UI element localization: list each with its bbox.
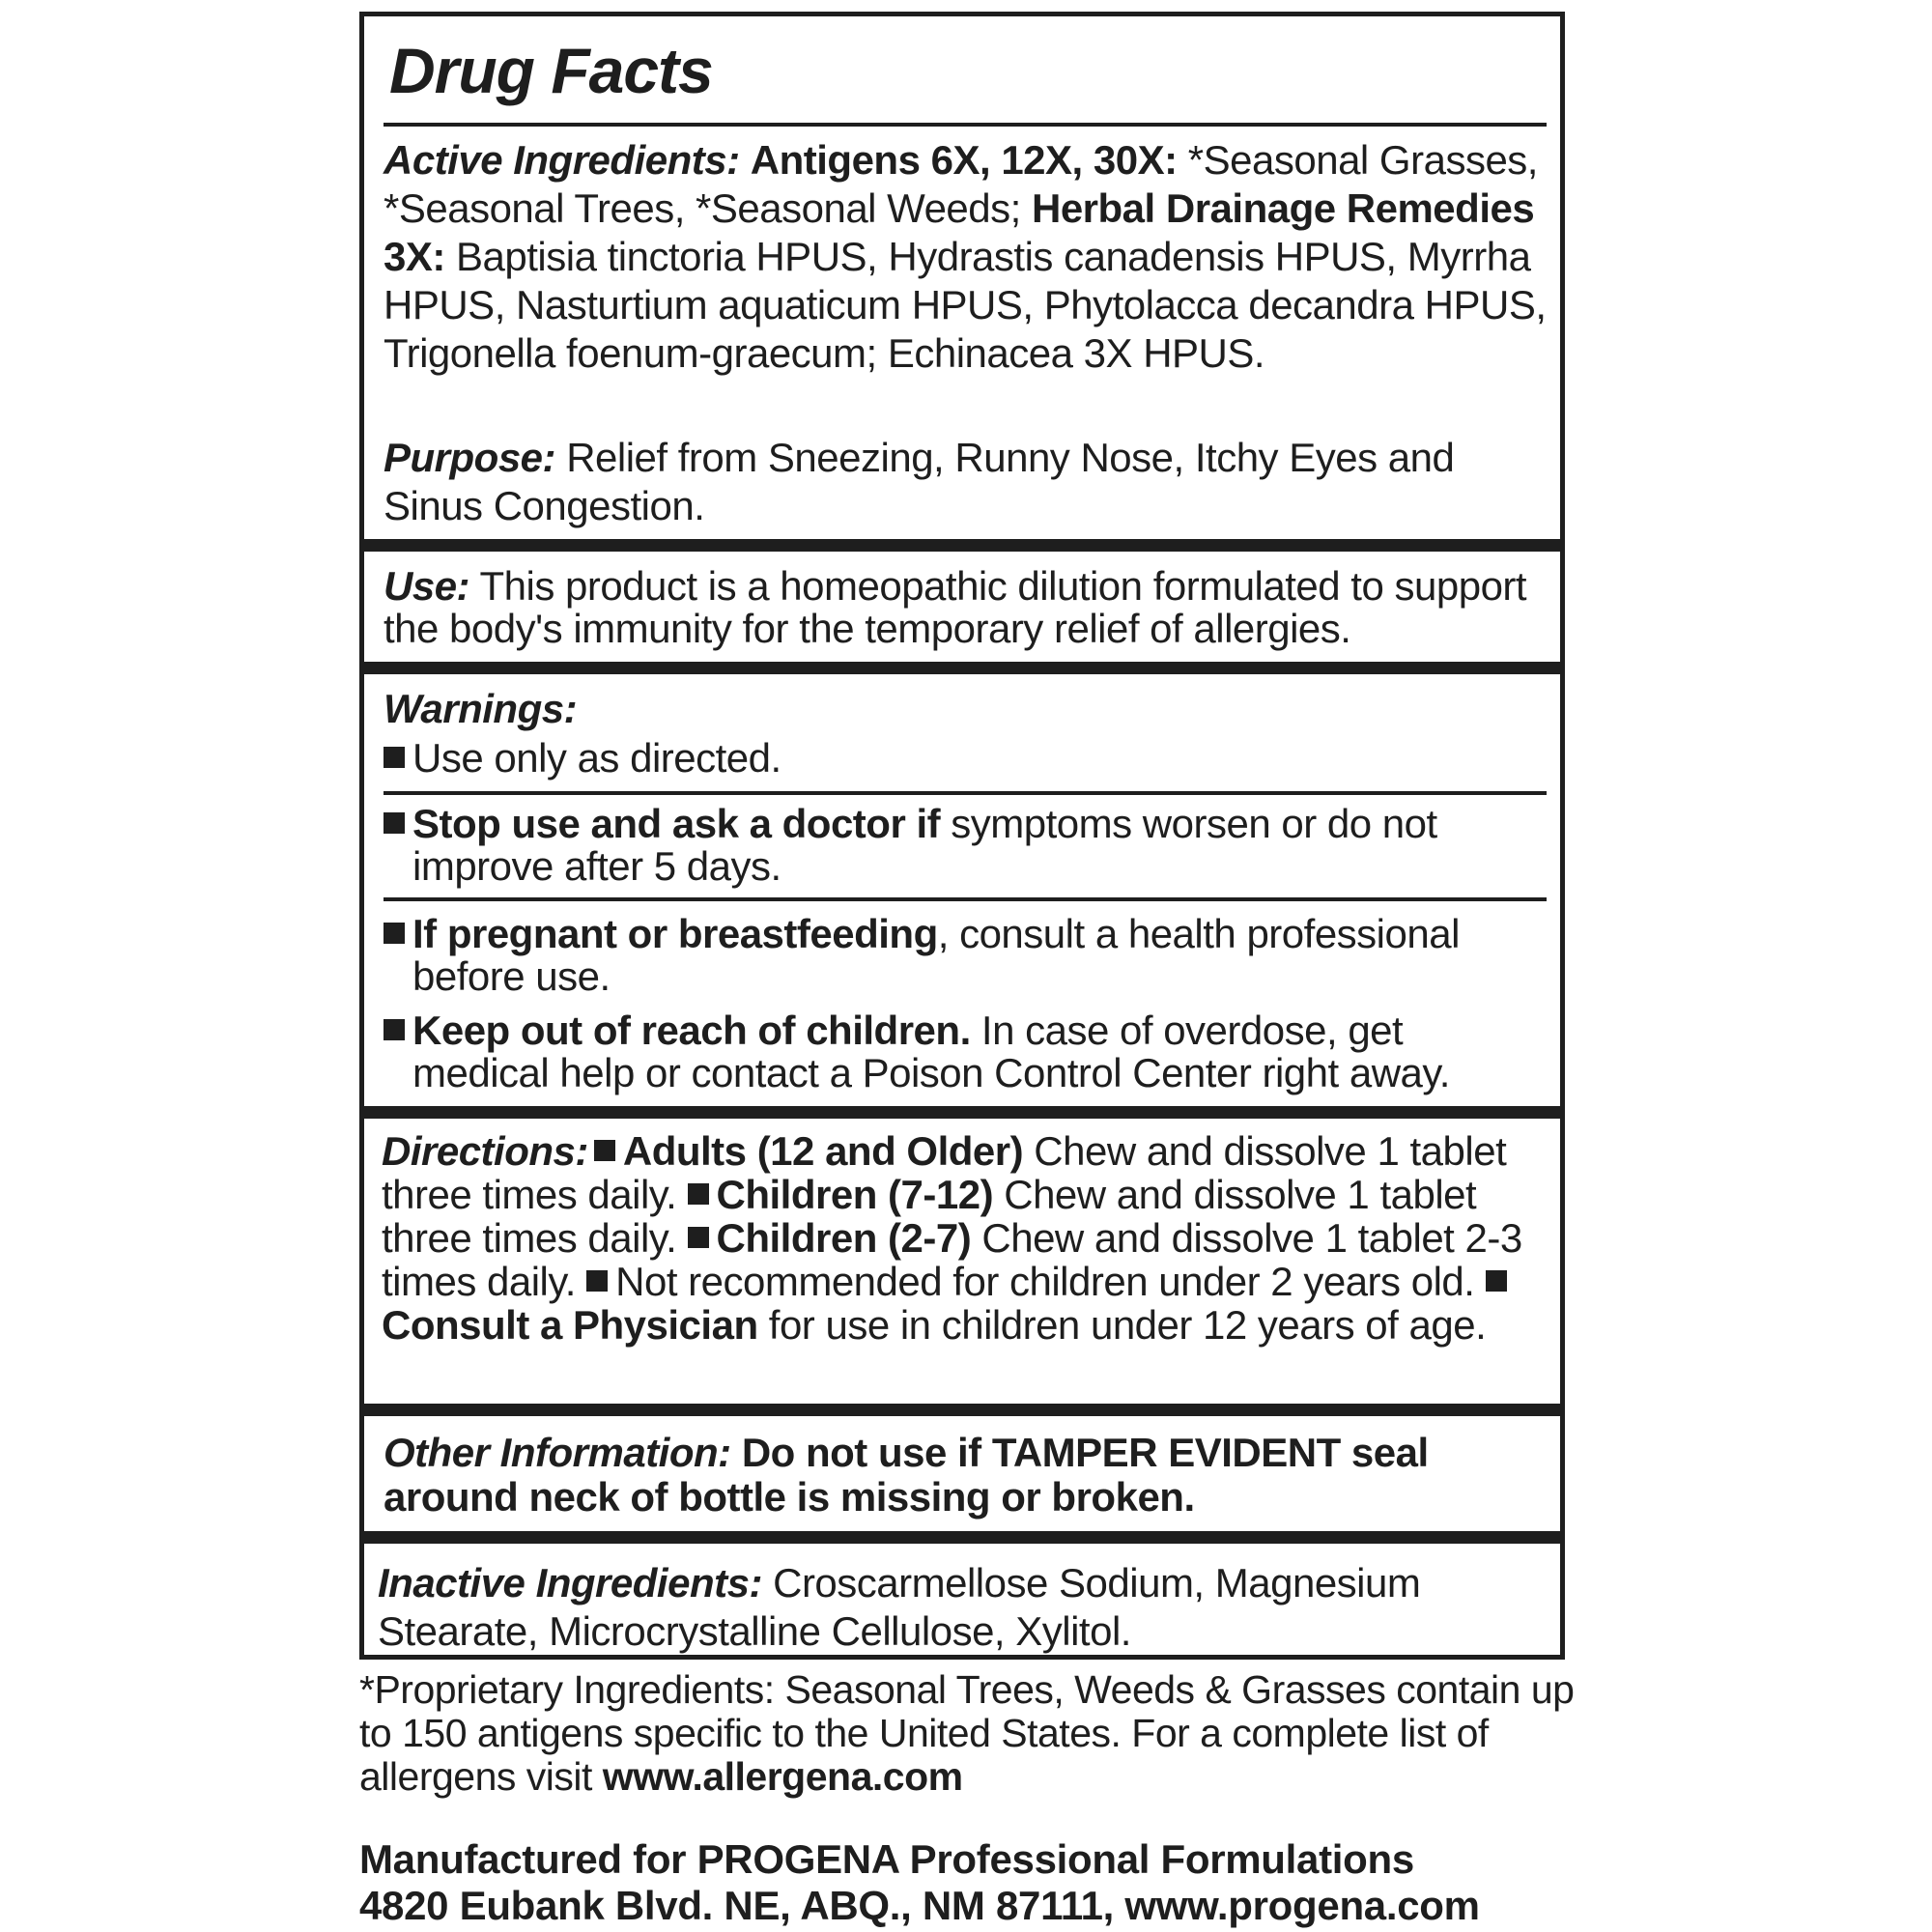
square-bullet-icon [688, 1183, 709, 1205]
directions-children-text: Chew and dissolve 1 tablet 2-3 times daily. [382, 1215, 1522, 1304]
square-bullet-icon [688, 1227, 709, 1248]
manufacturer-address: 4820 Eubank Blvd. NE, ABQ., NM 87111, www.progena.com [359, 1883, 1480, 1928]
section-divider [364, 1106, 1560, 1119]
directions-consult-text: for use in children under 12 years of age. [768, 1302, 1487, 1348]
directions-adults-label: Adults (12 and Older) [622, 1128, 1024, 1174]
warning-divider [384, 791, 1547, 795]
directions-adults-text: Chew and dissolve 1 tablet three times daily. [382, 1128, 1507, 1217]
proprietary-footnote [359, 1668, 1577, 1799]
warning-item [384, 1009, 1547, 1094]
inactive-ingredients-section [378, 1559, 1537, 1656]
active-ingredients-heading: Active Ingredients: [384, 137, 740, 183]
warning-divider [384, 897, 1547, 901]
section-divider [364, 539, 1560, 552]
warning-text: Use only as directed. [412, 735, 781, 781]
square-bullet-icon [384, 1019, 405, 1040]
active-ingredients-section [384, 136, 1552, 378]
warning-item [384, 803, 1547, 888]
manufacturer-line: Manufactured for PROGENA Professional Formulations [359, 1836, 1414, 1882]
directions-children-label: Children (2-7) [716, 1215, 972, 1261]
warning-item [384, 913, 1547, 998]
warnings-section [384, 685, 577, 733]
purpose-text: Relief from Sneezing, Runny Nose, Itchy Eyes and Sinus Congestion. [384, 435, 1455, 528]
warning-bold-text: Stop use and ask a doctor if [412, 801, 941, 846]
other-information-section [384, 1431, 1543, 1520]
square-bullet-icon [384, 747, 405, 768]
use-section [384, 565, 1543, 650]
purpose-section [384, 434, 1504, 530]
square-bullet-icon [384, 812, 405, 834]
title-divider [384, 123, 1547, 127]
section-divider [364, 1404, 1560, 1416]
herbal-remedies-list: Baptisia tinctoria HPUS, Hydrastis canadensis HPUS, Myrrha HPUS, Nasturtium aquaticum HPUS, Phytolacca decandra HPUS, Trigonella foenum-graecum; Echinacea 3X HPUS. [384, 234, 1547, 376]
footnote-text: *Proprietary Ingredients: Seasonal Trees, Weeds & Grasses contain up to 150 antigens specific to the United States. For a complete list of allergens visit [359, 1667, 1575, 1799]
warning-item [384, 737, 1547, 780]
square-bullet-icon [594, 1140, 615, 1161]
section-divider [364, 662, 1560, 674]
inactive-ingredients-heading: Inactive Ingredients: [378, 1560, 762, 1605]
directions-children-text: Chew and dissolve 1 tablet three times daily. [382, 1172, 1477, 1261]
warning-bold-text: If pregnant or breastfeeding [412, 911, 938, 956]
use-text: This product is a homeopathic dilution formulated to support the body's immunity for the temporary relief of allergies. [384, 563, 1527, 651]
page-title: Drug Facts [389, 35, 713, 106]
warning-text: symptoms worsen or do not improve after 5 days. [412, 801, 1437, 889]
directions-not-recommended: Not recommended for children under 2 years old. [615, 1259, 1475, 1304]
warning-bold-text: Keep out of reach of children. [412, 1008, 971, 1053]
drug-facts-panel [359, 12, 1565, 1660]
directions-heading: Directions: [382, 1128, 588, 1174]
directions-consult-label: Consult a Physician [382, 1302, 758, 1348]
warning-text: In case of overdose, get medical help or contact a Poison Control Center right away. [412, 1008, 1450, 1095]
warning-text: , consult a health professional before use. [412, 911, 1460, 999]
use-heading: Use: [384, 563, 470, 609]
herbal-remedies-label: Herbal Drainage Remedies 3X: [384, 185, 1535, 279]
directions-section [382, 1129, 1562, 1347]
other-information-heading: Other Information: [384, 1430, 731, 1475]
seasonal-antigens: *Seasonal Grasses, *Seasonal Trees, *Seasonal Weeds; [384, 137, 1538, 231]
allergena-link[interactable]: www.allergena.com [602, 1754, 963, 1799]
square-bullet-icon [586, 1270, 608, 1292]
square-bullet-icon [1486, 1270, 1507, 1292]
inactive-ingredients-text: Croscarmellose Sodium, Magnesium Stearate, Microcrystalline Cellulose, Xylitol. [378, 1560, 1421, 1654]
other-information-text: Do not use if TAMPER EVIDENT seal around neck of bottle is missing or broken. [384, 1430, 1429, 1520]
square-bullet-icon [384, 923, 405, 944]
directions-children-label: Children (7-12) [716, 1172, 994, 1217]
antigens-label: Antigens 6X, 12X, 30X: [750, 137, 1178, 183]
warnings-heading: Warnings: [384, 686, 578, 731]
section-divider [364, 1531, 1560, 1544]
purpose-heading: Purpose: [384, 435, 556, 480]
